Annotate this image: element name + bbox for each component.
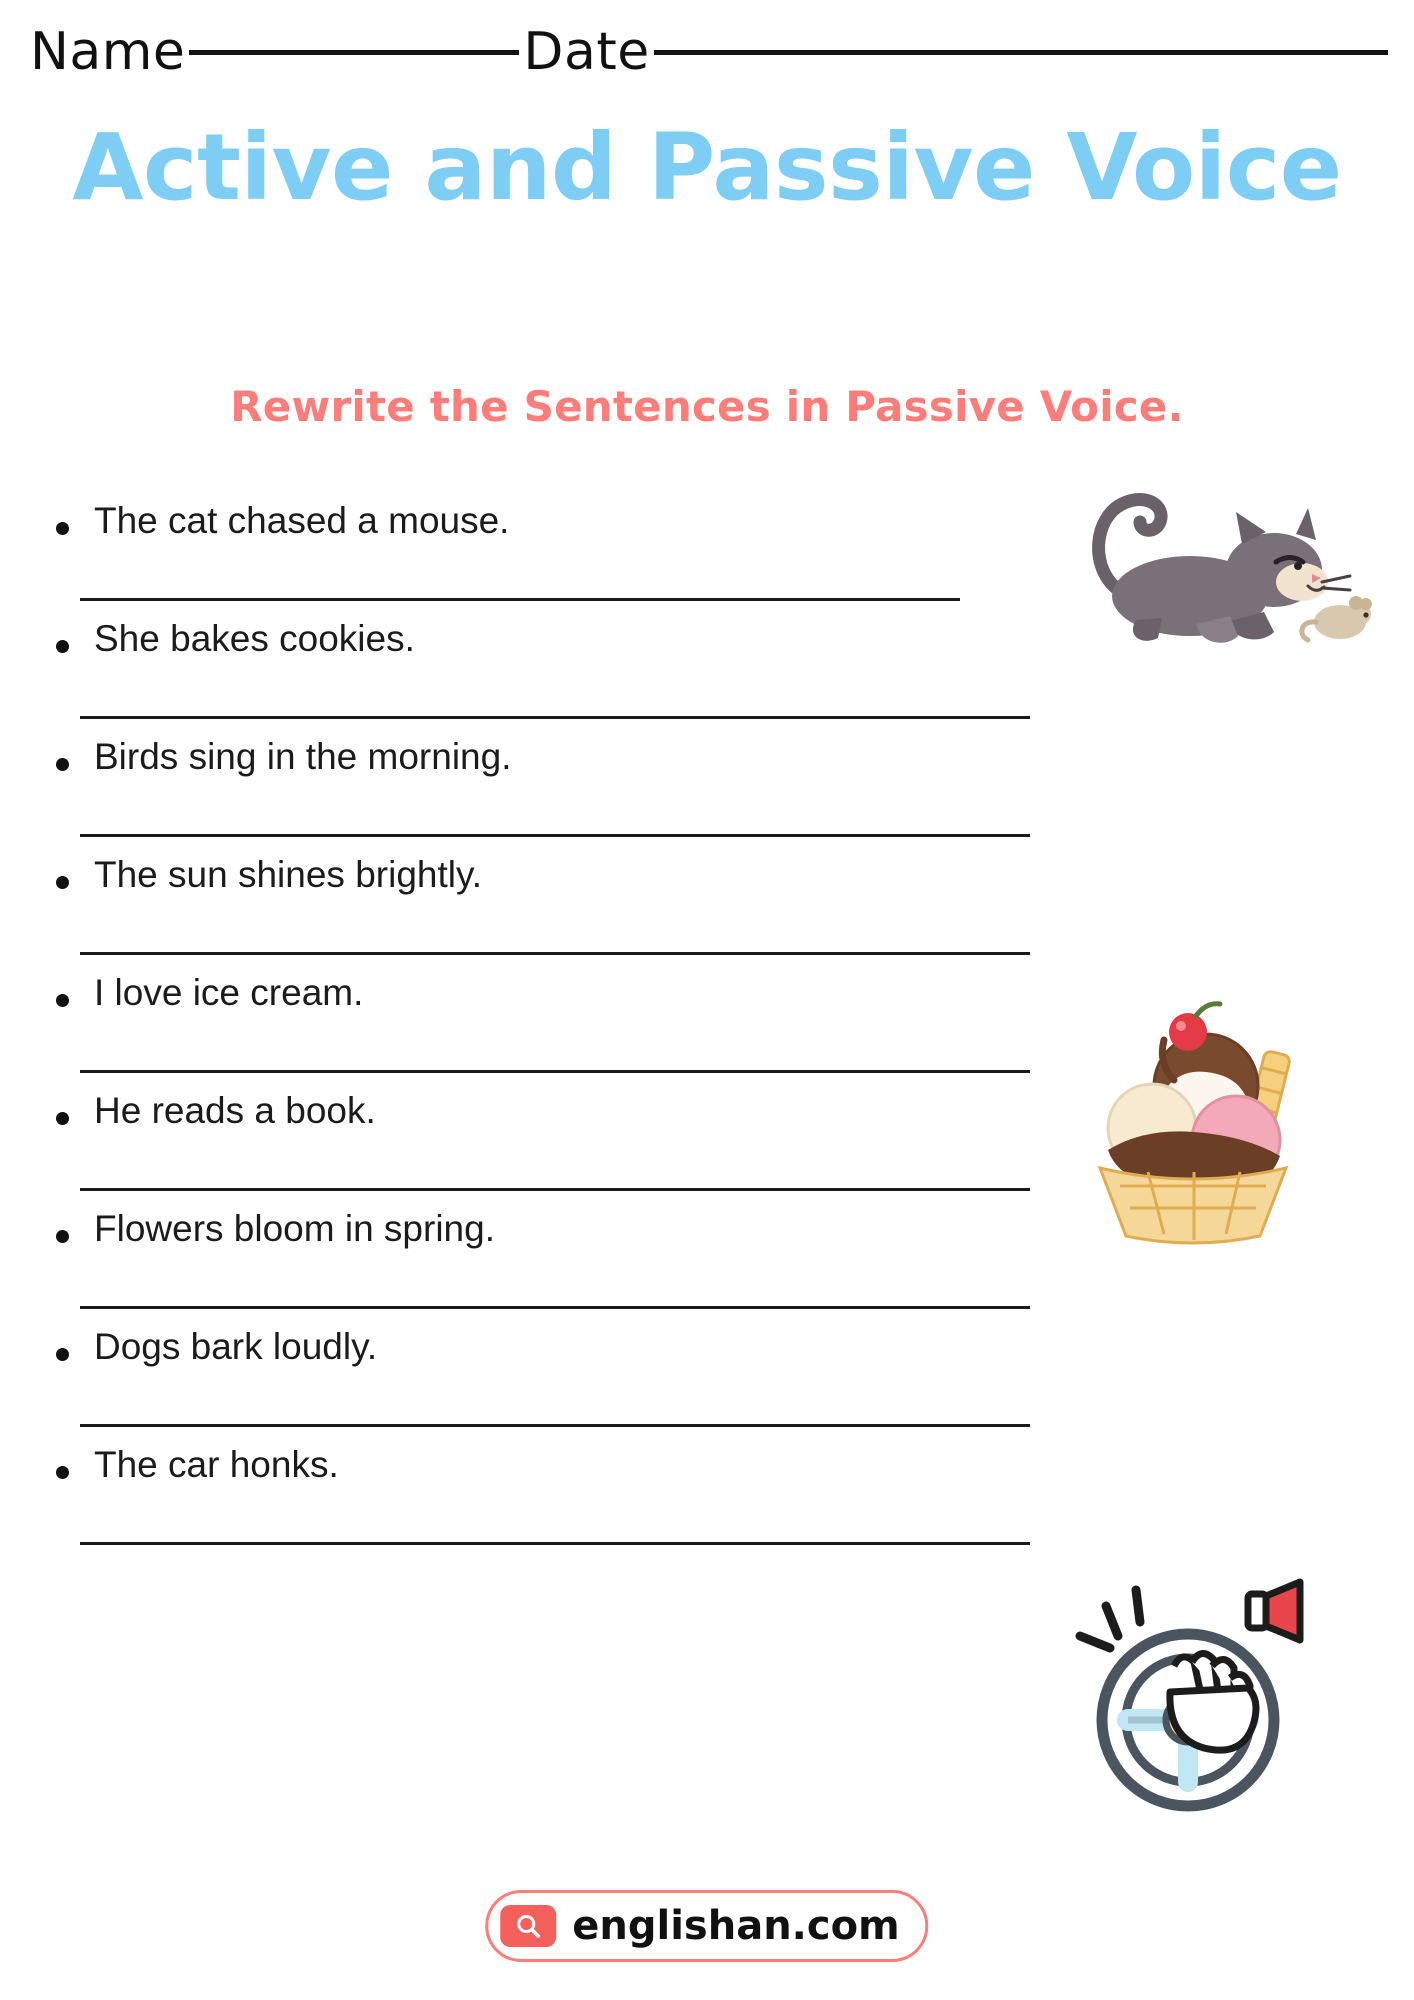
- question-text: The cat chased a mouse.: [94, 500, 510, 541]
- answer-write-line[interactable]: [80, 716, 1030, 719]
- list-item: [42, 1208, 1042, 1326]
- question-text: She bakes cookies.: [94, 618, 415, 659]
- list-item: [42, 972, 1042, 1090]
- answer-write-line[interactable]: [80, 1188, 1030, 1191]
- answer-write-line[interactable]: [80, 1306, 1030, 1309]
- question-text: Dogs bark loudly.: [94, 1326, 378, 1367]
- answer-write-line[interactable]: [80, 598, 960, 601]
- question-text: He reads a book.: [94, 1090, 376, 1131]
- name-label: Name: [30, 22, 186, 82]
- list-item: [42, 500, 1042, 618]
- date-label: Date: [523, 22, 650, 82]
- worksheet-header: [30, 16, 1392, 88]
- bullet-icon: [56, 640, 69, 653]
- car-horn-hand-illustration: [1070, 1570, 1320, 1825]
- ice-cream-sundae-illustration: [1060, 1000, 1330, 1255]
- bullet-icon: [56, 1230, 69, 1243]
- answer-write-line[interactable]: [80, 834, 1030, 837]
- page-title: Active and Passive Voice: [72, 114, 1342, 221]
- answer-write-line[interactable]: [80, 952, 1030, 955]
- list-item: [42, 1444, 1042, 1562]
- answer-write-line[interactable]: [80, 1424, 1030, 1427]
- brand-footer[interactable]: [485, 1890, 928, 1962]
- brand-label: englishan.com: [572, 1903, 900, 1949]
- question-text: I love ice cream.: [94, 972, 364, 1013]
- list-item: [42, 1090, 1042, 1208]
- page-subtitle: Rewrite the Sentences in Passive Voice.: [230, 382, 1184, 431]
- date-write-line: [654, 50, 1388, 55]
- question-text: The car honks.: [94, 1444, 339, 1485]
- question-text: Flowers bloom in spring.: [94, 1208, 495, 1249]
- bullet-icon: [56, 1466, 69, 1479]
- bullet-icon: [56, 994, 69, 1007]
- cat-chasing-mouse-illustration: [1050, 470, 1380, 665]
- list-item: [42, 618, 1042, 736]
- name-write-line: [189, 50, 519, 55]
- bullet-icon: [56, 876, 69, 889]
- bullet-icon: [56, 758, 69, 771]
- question-text: The sun shines brightly.: [94, 854, 483, 895]
- bullet-icon: [56, 1112, 69, 1125]
- answer-write-line[interactable]: [80, 1070, 1030, 1073]
- list-item: [42, 854, 1042, 972]
- question-text: Birds sing in the morning.: [94, 736, 512, 777]
- list-item: [42, 1326, 1042, 1444]
- questions-list: [42, 500, 1042, 1562]
- bullet-icon: [56, 522, 69, 535]
- list-item: [42, 736, 1042, 854]
- answer-write-line[interactable]: [80, 1542, 1030, 1545]
- bullet-icon: [56, 1348, 69, 1361]
- search-icon: [500, 1905, 556, 1947]
